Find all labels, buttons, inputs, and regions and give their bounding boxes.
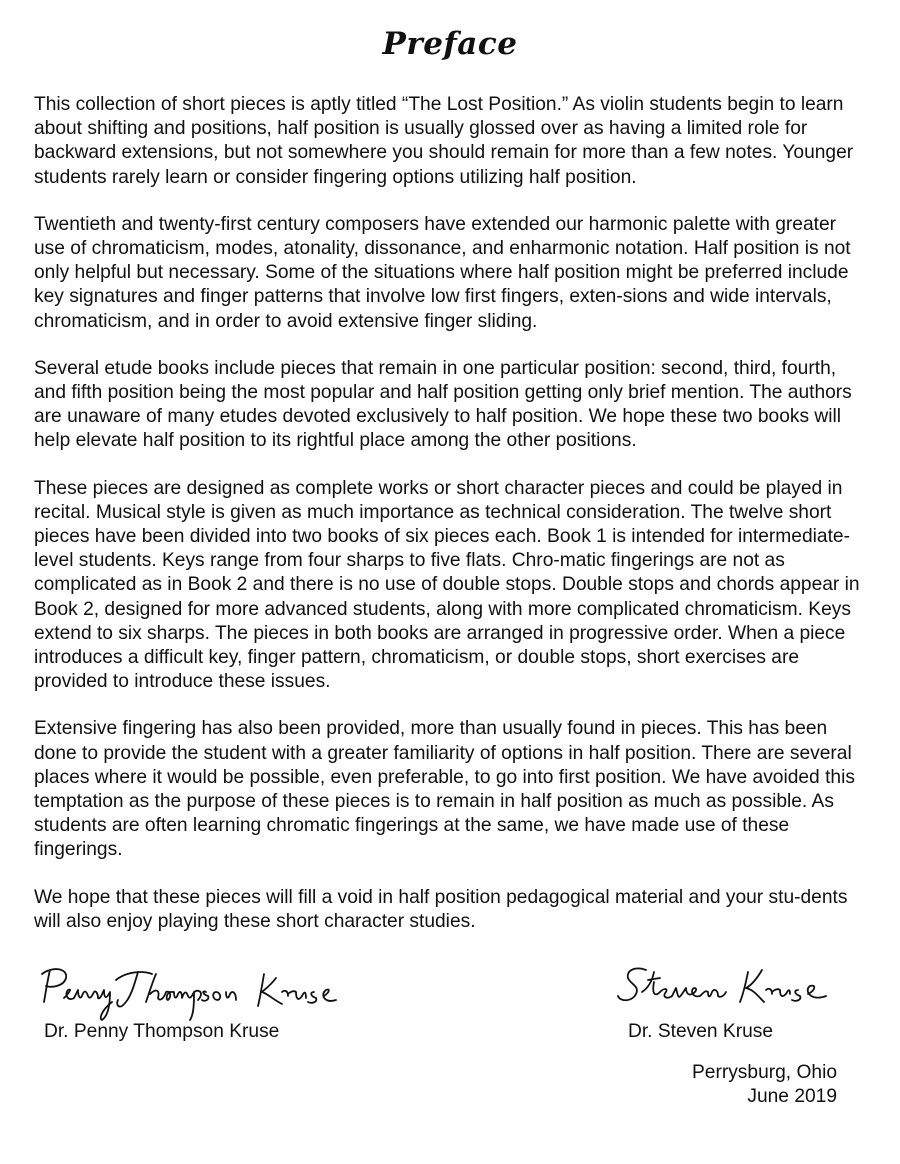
paragraph-5: Extensive fingering has also been provided, more than usually found in pieces. This has been done to provide the student with a greater familiarity of options in half position. There are several places where it would be possible, even preferable, to go into first position. We have avoided this temptation as the purpose of these pieces is to remain in half position as much as possible. As students are often learning chromatic fingerings at the same, we have made use of these fingerings.	[34, 718, 855, 861]
place-and-date	[692, 1061, 837, 1109]
place: Perrysburg, Ohio	[691, 1062, 837, 1083]
paragraph-1: This collection of short pieces is aptly titled “The Lost Position.” As violin students begin to learn about shifting and positions, half position is usually glossed over as having a limited role for backward extensions, but not somewhere you should remain for more than a few notes. Younger students rarely learn or consider fingering options utilizing half position.	[34, 94, 854, 188]
page-title: Preface	[382, 26, 518, 62]
paragraph-2: Twentieth and twenty-first century composers have extended our harmonic palette with greater use of chromaticism, modes, atonality, dissonance, and enharmonic notation. Half position is not only helpful but necessary. Some of the situations where half position might be preferred include key signatures and finger patterns that involve low first fingers, exten-sions and wide intervals, chromaticism, and in order to avoid extensive finger sliding.	[34, 213, 851, 332]
paragraph-3: Several etude books include pieces that remain in one particular position: second, third, fourth, and fifth position being the most popular and half position getting only brief mention. The authors are unaware of many etudes devoted exclusively to half position. We hope these two books will help elevate half position to its rightful place among the other positions.	[34, 357, 852, 452]
signature-penny-thompson-kruse	[38, 962, 398, 1026]
paragraph-6: We hope that these pieces will fill a void in half position pedagogical material and your stu-dents will also enjoy playing these short character studies.	[34, 886, 848, 932]
date: June 2019	[747, 1086, 837, 1108]
preface-body	[34, 93, 864, 957]
signature-steven-kruse	[612, 962, 862, 1014]
paragraph-4: These pieces are designed as complete works or short character pieces and could be played in recital. Musical style is given as much importance as technical consideration. The twelve short pieces have been divided into two books of six pieces each. Book 1 is intended for intermediate-level students. Keys range from four sharps to five flats. Chro-matic fingerings are not as complicated as in Book 2 and there is no use of double stops. Double stops and chords appear in Book 2, designed for more advanced students, along with more complicated chromaticism. Keys extend to six sharps. The pieces in both books are arranged in progressive order. When a piece introduces a difficult key, finger pattern, chromaticism, or double stops, short exercises are provided to introduce these issues.	[34, 477, 860, 693]
author-name-steven: Dr. Steven Kruse	[628, 1021, 774, 1042]
author-name-penny: Dr. Penny Thompson Kruse	[44, 1021, 280, 1042]
